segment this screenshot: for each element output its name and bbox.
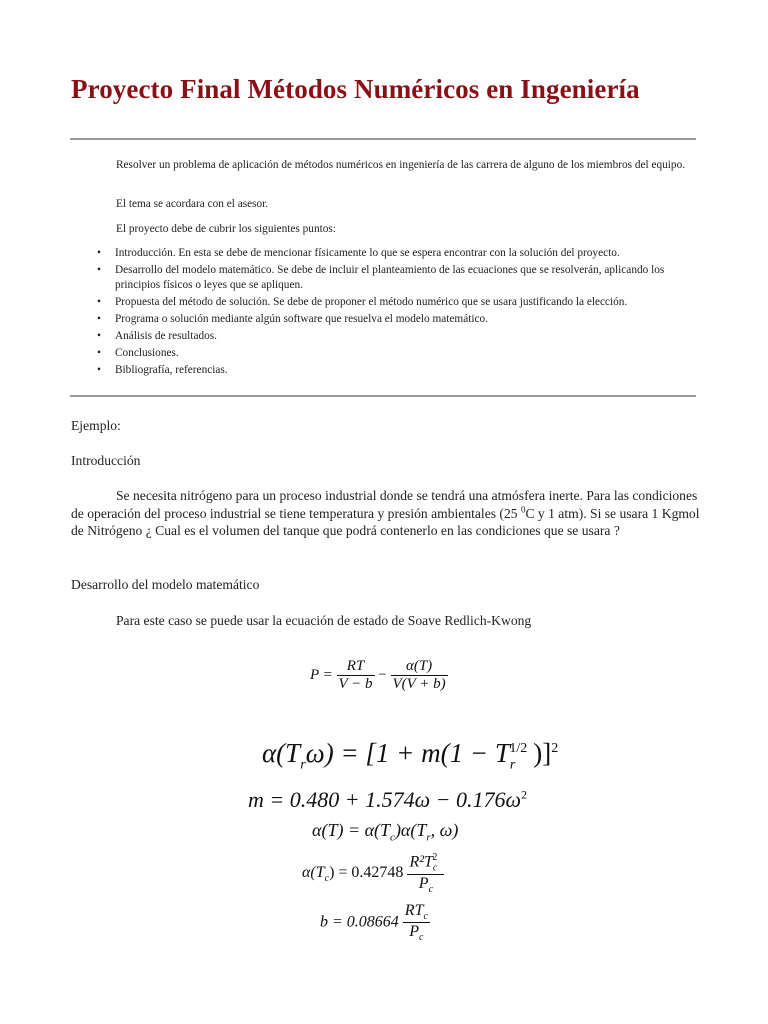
list-item: • Introducción. En esta se debe de mencionar físicamente lo que se espera encontrar con la solución del proyecto. (97, 246, 697, 261)
divider-top (70, 138, 696, 140)
list-item: • Programa o solución mediante algún software que resuelva el modelo matemático. (97, 312, 697, 327)
intro-paragraph: Se necesita nitrógeno para un proceso industrial donde se tendrá una atmósfera inerte. Para las condiciones de operación del proceso industrial se tiene temperatura y presión ambientales (25 $^0$C y 1 atm). Si se usara 1 Kgmol de Nitrógeno ¿ Cual es el volumen del tanque que podrá contenerlo en las condiciones que se usara ? (71, 488, 700, 538)
assignment-paragraph: Resolver un problema de aplicación de métodos numéricos en ingeniería de las carrera de alguno de los miembros del equipo. (116, 159, 686, 171)
list-item: • Propuesta del método de solución. Se debe de proponer el método numérico que se usara justificando la elección. (97, 295, 697, 310)
equation-alpha-tc: $\alpha(T_c) = 0.42748$ $\frac{R^2T_c^2}{P_c}$ (302, 852, 444, 895)
equation-srk-pressure: P = $\frac{RT}{V - b}$ − $\frac{\alpha(T)}{V(V + b)}$ (310, 658, 446, 692)
equation-b: b = 0.08664 $\frac{RT_c}{P_c}$ (320, 902, 428, 944)
requirements-list (97, 246, 697, 378)
list-item: • Análisis de resultados. (97, 329, 697, 344)
equation-alpha-tr: $\alpha(T_r\omega) = [1 + m(1 - T_r^{1/2}$ )]$^2$ (262, 738, 559, 773)
model-heading: Desarrollo del modelo matemático (71, 577, 260, 592)
page-title: Proyecto Final Métodos Numéricos en Ingeniería (71, 74, 640, 104)
list-item: • Bibliografía, referencias. (97, 363, 697, 378)
example-label: Ejemplo: (71, 418, 121, 433)
intro-heading: Introducción (71, 453, 141, 468)
equation-m: $m = 0.480 + 1.574\omega - 0.176\omega^2$ (248, 787, 527, 812)
divider-bottom (70, 395, 696, 397)
equation-alpha-t: $\alpha(T) = \alpha(T_c)\alpha(T_r$, ω) (312, 820, 459, 844)
list-item: • Conclusiones. (97, 346, 697, 361)
topic-note: El tema se acordara con el asesor. (116, 198, 269, 210)
list-item: • Desarrollo del modelo matemático. Se debe de incluir el planteamiento de las ecuaciones que se resolverán, aplicando los principios físicos o leyes que se apliquen. (97, 263, 697, 293)
model-paragraph: Para este caso se puede usar la ecuación de estado de Soave Redlich-Kwong (116, 613, 532, 628)
points-intro: El proyecto debe de cubrir los siguientes puntos: (116, 223, 336, 235)
